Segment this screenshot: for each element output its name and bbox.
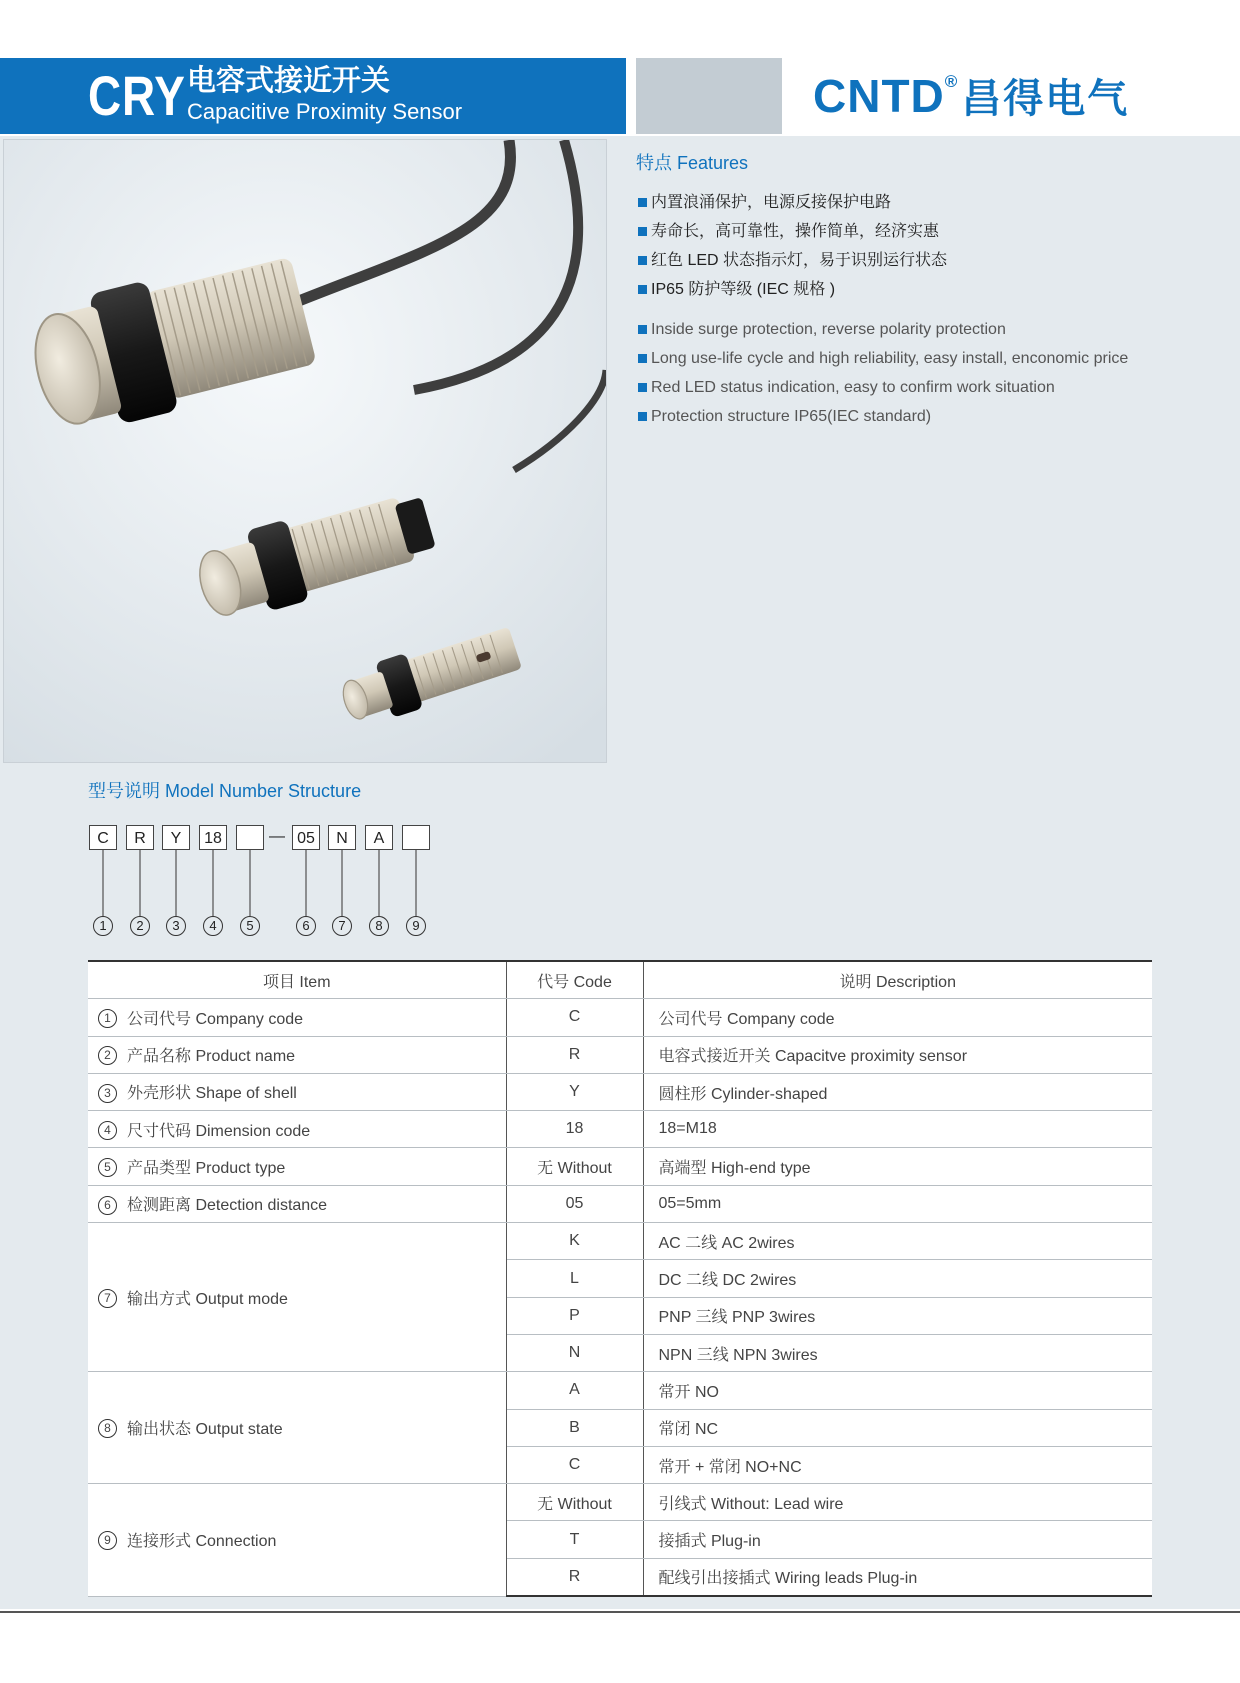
code-cell: N	[506, 1334, 643, 1371]
square-bullet-icon	[638, 412, 647, 421]
position-marker: 4	[203, 916, 223, 936]
description-cell: AC 二线 AC 2wires	[643, 1223, 1152, 1260]
item-number: 8	[98, 1419, 117, 1438]
feature-item-en	[636, 373, 1236, 402]
description-cell: 引线式 Without: Lead wire	[643, 1484, 1152, 1521]
feature-item-cn	[636, 246, 1226, 275]
item-cell	[88, 999, 506, 1036]
table-row	[88, 1372, 1152, 1409]
code-cell: 18	[506, 1111, 643, 1148]
feature-text: Protection structure IP65(IEC standard)	[651, 408, 932, 425]
table-row	[88, 1111, 1152, 1148]
series-code: CRY	[88, 64, 186, 127]
position-marker: 1	[93, 916, 113, 936]
description-cell: PNP 三线 PNP 3wires	[643, 1297, 1152, 1334]
table-row	[88, 1223, 1152, 1260]
item-cell	[88, 1185, 506, 1222]
brand-name-en: CNTD	[813, 70, 945, 122]
item-number: 5	[98, 1158, 117, 1177]
description-cell: 18=M18	[643, 1111, 1152, 1148]
code-cell: C	[506, 999, 643, 1036]
model-code-box	[402, 825, 430, 850]
model-code-box: 05	[292, 825, 320, 850]
table-row	[88, 1036, 1152, 1073]
product-photo	[3, 139, 607, 763]
item-label: 连接形式 Connection	[127, 1533, 277, 1551]
model-code-box: C	[89, 825, 117, 850]
brand-name-cn: 昌得电气	[961, 77, 1130, 121]
column-header-item: 项目 Item	[88, 961, 506, 999]
item-label: 外壳形状 Shape of shell	[127, 1085, 297, 1103]
table-row	[88, 1073, 1152, 1110]
position-marker: 6	[296, 916, 316, 936]
code-cell: L	[506, 1260, 643, 1297]
table-header-row	[88, 961, 1152, 999]
code-cell: R	[506, 1558, 643, 1596]
description-cell: NPN 三线 NPN 3wires	[643, 1334, 1152, 1371]
code-cell: Y	[506, 1073, 643, 1110]
item-label: 产品名称 Product name	[127, 1048, 296, 1066]
feature-text: 红色 LED 状态指示灯，易于识别运行状态	[651, 252, 948, 269]
feature-item-cn	[636, 188, 1226, 217]
column-header-code: 代号 Code	[506, 961, 643, 999]
code-cell: T	[506, 1521, 643, 1558]
position-marker: 2	[130, 916, 150, 936]
item-number: 1	[98, 1009, 117, 1028]
item-number: 7	[98, 1289, 117, 1308]
item-number: 6	[98, 1196, 117, 1215]
features-list-en	[636, 315, 1236, 431]
code-cell: 05	[506, 1185, 643, 1222]
item-cell	[88, 1036, 506, 1073]
item-label: 尺寸代码 Dimension code	[127, 1122, 311, 1140]
description-cell: 高端型 High-end type	[643, 1148, 1152, 1185]
code-cell: A	[506, 1372, 643, 1409]
item-label: 输出方式 Output mode	[127, 1290, 288, 1308]
item-number: 9	[98, 1531, 117, 1550]
feature-item-cn	[636, 275, 1226, 304]
feature-text: 内置浪涌保护，电源反接保护电路	[651, 194, 892, 211]
item-cell	[88, 1484, 506, 1596]
feature-text: 寿命长，高可靠性，操作简单，经济实惠	[651, 223, 940, 240]
table-row	[88, 1484, 1152, 1521]
registered-mark: ®	[944, 72, 958, 91]
model-code-box: Y	[162, 825, 190, 850]
item-label: 输出状态 Output state	[127, 1421, 283, 1439]
feature-item-en	[636, 344, 1236, 373]
item-number: 4	[98, 1121, 117, 1140]
square-bullet-icon	[638, 198, 647, 207]
position-marker: 7	[332, 916, 352, 936]
code-cell: B	[506, 1409, 643, 1446]
feature-text: Red LED status indication, easy to confirm work situation	[651, 379, 1055, 396]
description-cell: 公司代号 Company code	[643, 999, 1152, 1036]
code-cell: R	[506, 1036, 643, 1073]
description-cell: 常开 NO	[643, 1372, 1152, 1409]
model-spec-table	[88, 960, 1152, 1597]
square-bullet-icon	[638, 285, 647, 294]
column-header-description: 说明 Description	[643, 961, 1152, 999]
model-code-box	[236, 825, 264, 850]
brand-logo	[813, 70, 1129, 125]
model-code-box: R	[126, 825, 154, 850]
feature-item-cn	[636, 217, 1226, 246]
description-cell: DC 二线 DC 2wires	[643, 1260, 1152, 1297]
square-bullet-icon	[638, 354, 647, 363]
model-structure-title: 型号说明 Model Number Structure	[88, 781, 362, 801]
item-cell	[88, 1111, 506, 1148]
description-cell: 配线引出接插式 Wiring leads Plug-in	[643, 1558, 1152, 1596]
item-number: 3	[98, 1084, 117, 1103]
feature-item-en	[636, 402, 1236, 431]
code-cell: P	[506, 1297, 643, 1334]
model-code-box: A	[365, 825, 393, 850]
page-bottom-rule	[0, 1611, 1240, 1613]
square-bullet-icon	[638, 227, 647, 236]
feature-text: Long use-life cycle and high reliability, easy install, enconomic price	[651, 350, 1129, 367]
model-code-dash: —	[269, 828, 285, 845]
position-marker: 3	[166, 916, 186, 936]
item-label: 产品类型 Product type	[127, 1160, 286, 1177]
square-bullet-icon	[638, 325, 647, 334]
description-cell: 接插式 Plug-in	[643, 1521, 1152, 1558]
features-list-cn	[636, 188, 1226, 304]
table-row	[88, 1185, 1152, 1222]
page-title-cn: 电容式接近开关	[187, 65, 391, 97]
item-label: 检测距离 Detection distance	[127, 1197, 328, 1215]
table-row	[88, 999, 1152, 1036]
features-title: 特点 Features	[636, 153, 749, 173]
item-cell	[88, 1223, 506, 1372]
description-cell: 05=5mm	[643, 1185, 1152, 1222]
description-cell: 圆柱形 Cylinder-shaped	[643, 1073, 1152, 1110]
code-cell: K	[506, 1223, 643, 1260]
code-cell: 无 Without	[506, 1148, 643, 1185]
feature-item-en	[636, 315, 1236, 344]
position-marker: 8	[369, 916, 389, 936]
item-label: 公司代号 Company code	[127, 1010, 304, 1028]
description-cell: 常闭 NC	[643, 1409, 1152, 1446]
code-cell: 无 Without	[506, 1484, 643, 1521]
square-bullet-icon	[638, 256, 647, 265]
description-cell: 电容式接近开关 Capacitve proximity sensor	[643, 1036, 1152, 1073]
item-number: 2	[98, 1046, 117, 1065]
item-cell	[88, 1073, 506, 1110]
square-bullet-icon	[638, 383, 647, 392]
position-marker: 9	[406, 916, 426, 936]
item-cell	[88, 1148, 506, 1185]
model-code-box: 18	[199, 825, 227, 850]
model-code-box: N	[328, 825, 356, 850]
header-gray-block	[636, 58, 782, 134]
feature-text: IP65 防护等级 (IEC 规格 )	[651, 281, 836, 298]
code-cell: C	[506, 1446, 643, 1483]
table-row	[88, 1148, 1152, 1185]
page-title-en: Capacitive Proximity Sensor	[187, 99, 463, 124]
feature-text: Inside surge protection, reverse polarity protection	[651, 321, 1006, 338]
item-cell	[88, 1372, 506, 1484]
description-cell: 常开 + 常闭 NO+NC	[643, 1446, 1152, 1483]
position-marker: 5	[240, 916, 260, 936]
